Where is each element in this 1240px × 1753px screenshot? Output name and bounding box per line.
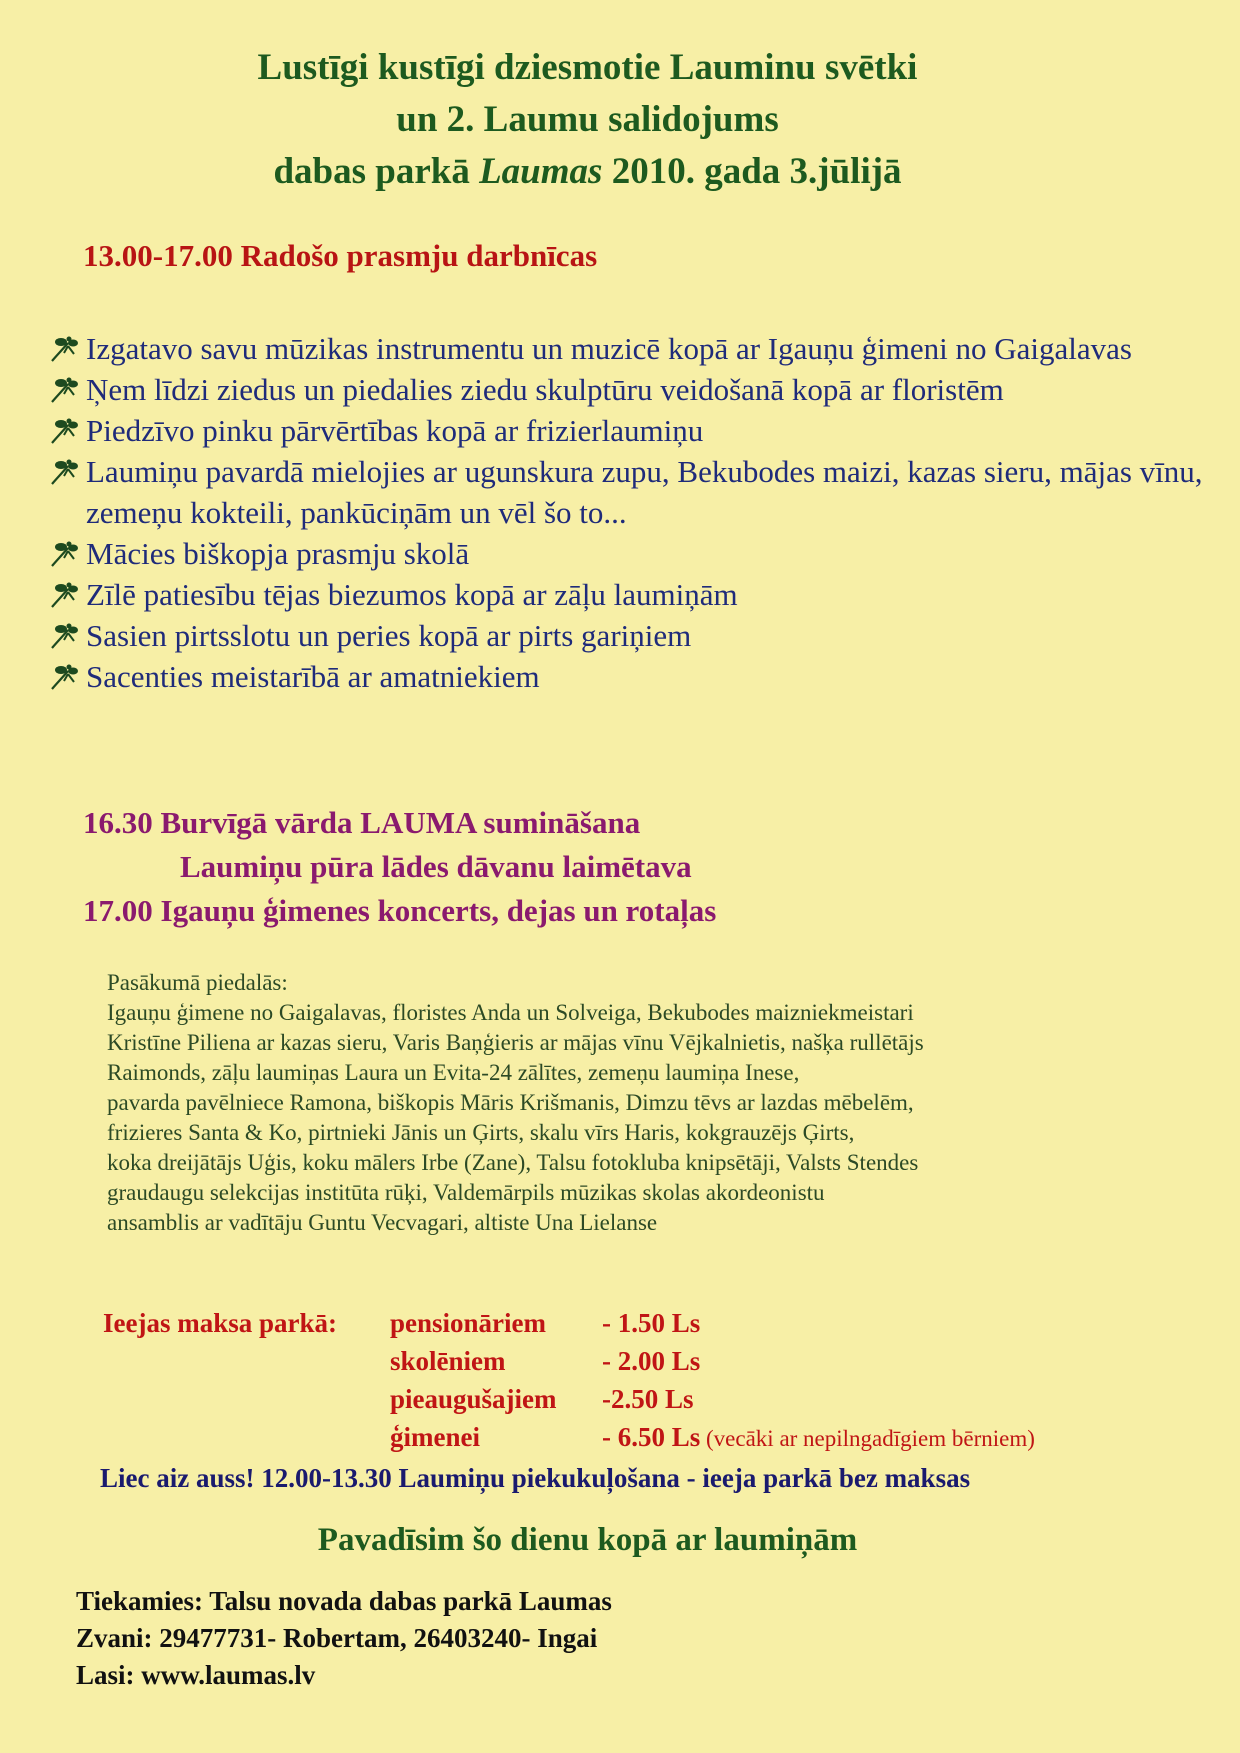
fee-group: ģimenei [390, 1422, 480, 1452]
contact-phone: Zvani: 29477731- Robertam, 26403240- Ingai [76, 1623, 598, 1653]
fee-row [103, 1419, 1035, 1457]
participants-line: koka dreijātājs Uģis, koku mālers Irbe (Zane), Talsu fotokluba knipsētāji, Valsts Stendes [107, 1150, 919, 1175]
evening-schedule [83, 794, 716, 940]
participants-block [107, 968, 1167, 1238]
activities-list [48, 328, 1228, 697]
fee-price-value: -2.50 Ls [602, 1384, 694, 1414]
contact-location: Tiekamies: Talsu novada dabas parkā Laumas [76, 1586, 612, 1616]
fee-group: skolēniem [390, 1346, 506, 1376]
fairy-icon [48, 375, 82, 405]
fee-note: (vecāki ar nepilngadīgiem bērniem) [700, 1426, 1035, 1451]
fairy-icon [48, 621, 82, 651]
fairy-icon [48, 539, 82, 569]
activity-text: Sasien pirtsslotu un peries kopā ar pirts gariņiem [86, 618, 692, 653]
title-line-1: Lustīgi kustīgi dziesmotie Lauminu svētki [257, 47, 918, 88]
activity-item [48, 533, 1228, 574]
fee-price [602, 1381, 1035, 1419]
fairy-icon [48, 334, 82, 364]
fee-price-value: - 2.00 Ls [602, 1346, 701, 1376]
fee-price [602, 1343, 1035, 1381]
free-entry-reminder: Liec aiz auss! 12.00-13.30 Laumiņu piekukuļošana - ieeja parkā bez maksas [100, 1463, 971, 1493]
fairy-icon [48, 662, 82, 692]
fee-price [602, 1305, 1035, 1343]
activity-text: Ņem līdzi ziedus un piedalies ziedu skulptūru veidošanā kopā ar floristēm [86, 372, 1004, 407]
entry-fees [103, 1305, 1035, 1457]
activity-item [48, 369, 1228, 410]
fee-row [103, 1381, 1035, 1419]
activity-text: Izgatavo savu mūzikas instrumentu un muzicē kopā ar Igauņu ģimeni no Gaigalavas [86, 331, 1132, 366]
activity-text: Mācies biškopja prasmju skolā [86, 536, 470, 571]
participants-line: Kristīne Piliena ar kazas sieru, Varis Baņģieris ar mājas vīnu Vējkalnietis, našķa rullētājs [107, 1030, 924, 1055]
workshops-heading: 13.00-17.00 Radošo prasmju darbnīcas [83, 238, 598, 273]
schedule-line-3: 17.00 Igauņu ģimenes koncerts, dejas un rotaļas [83, 893, 717, 928]
participants-heading: Pasākumā piedalās: [107, 970, 288, 995]
fee-group: pensionāriem [390, 1308, 547, 1338]
activity-item [48, 615, 1228, 656]
slogan: Pavadīsim šo dienu kopā ar laumiņām [317, 1522, 858, 1558]
poster-title [0, 42, 1175, 198]
activity-item [48, 574, 1228, 615]
title-line-3-end: 2010. gada 3.jūlijā [602, 151, 902, 192]
participants-line: Raimonds, zāļu laumiņas Laura un Evita-24 zālītes, zemeņu laumiņa Inese, [107, 1060, 800, 1085]
fairy-icon [48, 457, 82, 487]
park-name: Laumas [479, 151, 603, 192]
participants-line: pavarda pavēlniece Ramona, biškopis Māris Krišmanis, Dimzu tēvs ar lazdas mēbelēm, [107, 1090, 914, 1115]
fee-row [103, 1343, 1035, 1381]
participants-line: Igauņu ģimene no Gaigalavas, floristes Anda un Solveiga, Bekubodes maizniekmeistari [107, 1000, 914, 1025]
fairy-icon [48, 580, 82, 610]
participants-line: graudaugu selekcijas institūta rūķi, Valdemārpils mūzikas skolas akordeonistu [107, 1180, 825, 1205]
title-line-3-start: dabas parkā [273, 151, 480, 192]
activity-text: Sacenties meistarībā ar amatniekiem [86, 659, 540, 694]
activity-text: Zīlē patiesību tējas biezumos kopā ar zāļu laumiņām [86, 577, 738, 612]
contact-website: Lasi: www.laumas.lv [76, 1660, 316, 1690]
fees-table [103, 1305, 1035, 1457]
title-line-3 [0, 146, 1175, 198]
title-line-2: un 2. Laumu salidojums [396, 99, 779, 140]
activity-item [48, 451, 1228, 533]
fee-price [602, 1419, 1035, 1457]
participants-line: ansamblis ar vadītāju Guntu Vecvagari, altiste Una Lielanse [107, 1210, 658, 1235]
contacts-block [76, 1583, 612, 1694]
activity-text: Laumiņu pavardā mielojies ar ugunskura zupu, Bekubodes maizi, kazas sieru, mājas vīnu, zemeņu kokteili, pankūciņām un vēl šo to... [86, 454, 1203, 530]
activity-text: Piedzīvo pinku pārvērtības kopā ar frizierlaumiņu [86, 413, 704, 448]
fee-price-value: - 1.50 Ls [602, 1308, 701, 1338]
activity-item [48, 656, 1228, 697]
fee-price-value: - 6.50 Ls [602, 1422, 701, 1452]
fee-group: pieaugušajiem [390, 1384, 557, 1414]
fees-label: Ieejas maksa parkā: [103, 1308, 337, 1338]
schedule-line-2: Laumiņu pūra lādes dāvanu laimētava [180, 849, 692, 884]
schedule-line-1: 16.30 Burvīgā vārda LAUMA sumināšana [83, 805, 641, 840]
activity-item [48, 410, 1228, 451]
participants-line: frizieres Santa & Ko, pirtnieki Jānis un Ģirts, skalu vīrs Haris, kokgrauzējs Ģirts, [107, 1120, 855, 1145]
fairy-icon [48, 416, 82, 446]
fee-row [103, 1305, 1035, 1343]
activity-item [48, 328, 1228, 369]
